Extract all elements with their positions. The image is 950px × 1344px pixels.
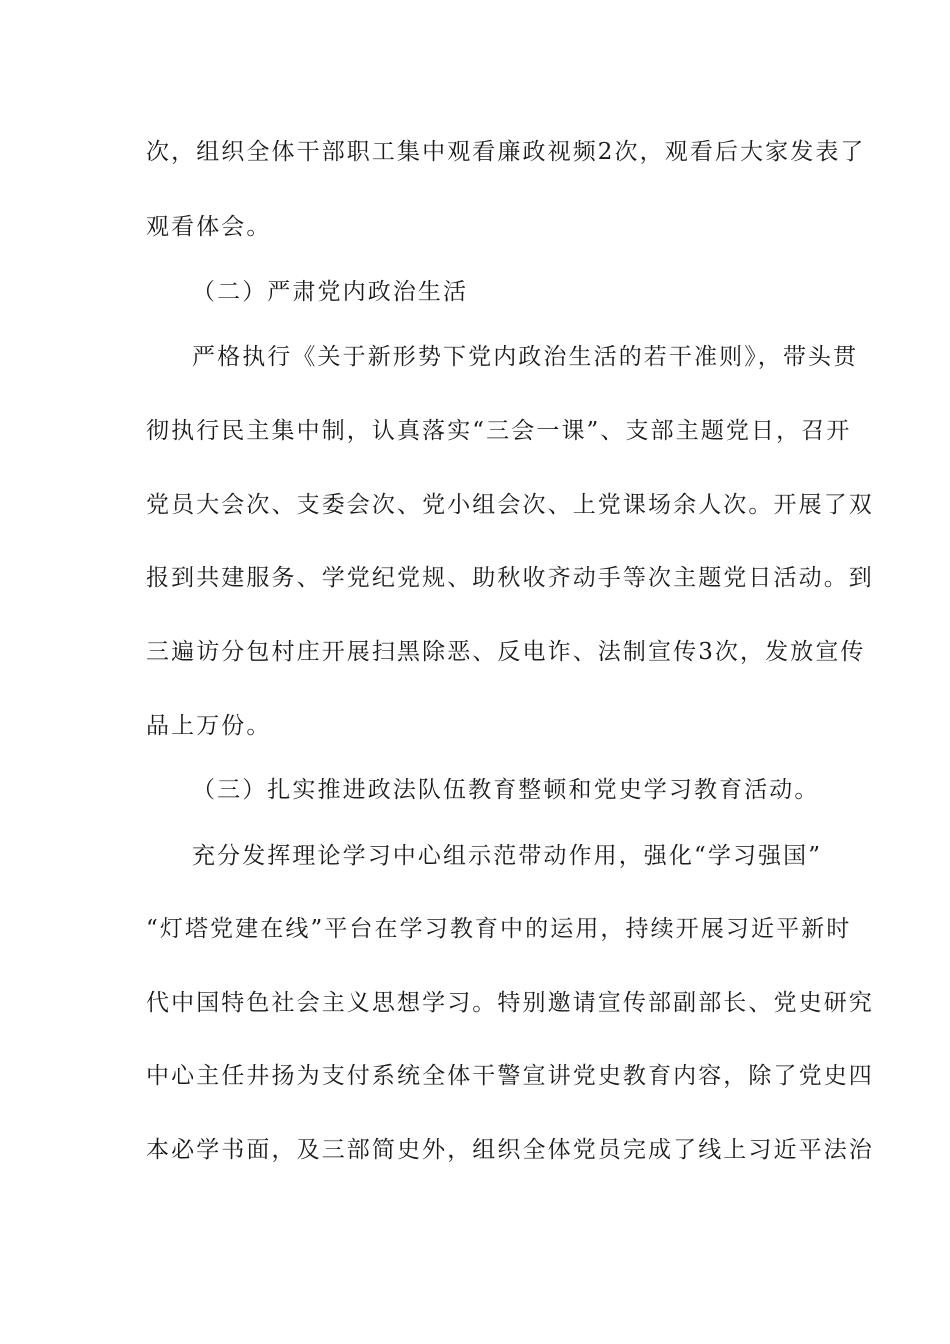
paragraph-line: 充分发挥理论学习中心组示范带动作用，强化“学习强国” bbox=[192, 843, 823, 869]
paragraph-line: 观看体会。 bbox=[146, 214, 272, 240]
paragraph-line: 报到共建服务、学党纪党规、助秋收齐动手等次主题党日活动。到 bbox=[146, 565, 874, 591]
paragraph-line: 本必学书面，及三部简史外，组织全体党员完成了线上习近平法治 bbox=[146, 1137, 874, 1163]
paragraph-line: 党员大会次、支委会次、党小组会次、上党课场余人次。开展了双 bbox=[146, 492, 874, 518]
paragraph-line: 次，组织全体干部职工集中观看廉政视频2次，观看后大家发表了 bbox=[146, 139, 866, 165]
paragraph-line: 品上万份。 bbox=[146, 713, 272, 739]
section-heading: （三）扎实推进政法队伍教育整顿和党史学习教育活动。 bbox=[192, 777, 820, 803]
paragraph-line: 中心主任井扬为支付系统全体干警宣讲党史教育内容，除了党史四 bbox=[146, 1063, 874, 1089]
section-heading: （二）严肃党内政治生活 bbox=[192, 279, 469, 305]
paragraph-line: 彻执行民主集中制，认真落实“三会一课”、支部主题党日，召开 bbox=[146, 418, 852, 444]
paragraph-line: 代中国特色社会主义思想学习。特别邀请宣传部副部长、党史研究 bbox=[146, 990, 874, 1016]
paragraph-line: “灯塔党建在线”平台在学习教育中的运用，持续开展习近平新时 bbox=[146, 916, 852, 942]
paragraph-line: 三遍访分包村庄开展扫黑除恶、反电诈、法制宣传3次，发放宣传 bbox=[146, 639, 866, 665]
paragraph-line: 严格执行《关于新形势下党内政治生活的若干准则》，带头贯 bbox=[192, 344, 859, 370]
